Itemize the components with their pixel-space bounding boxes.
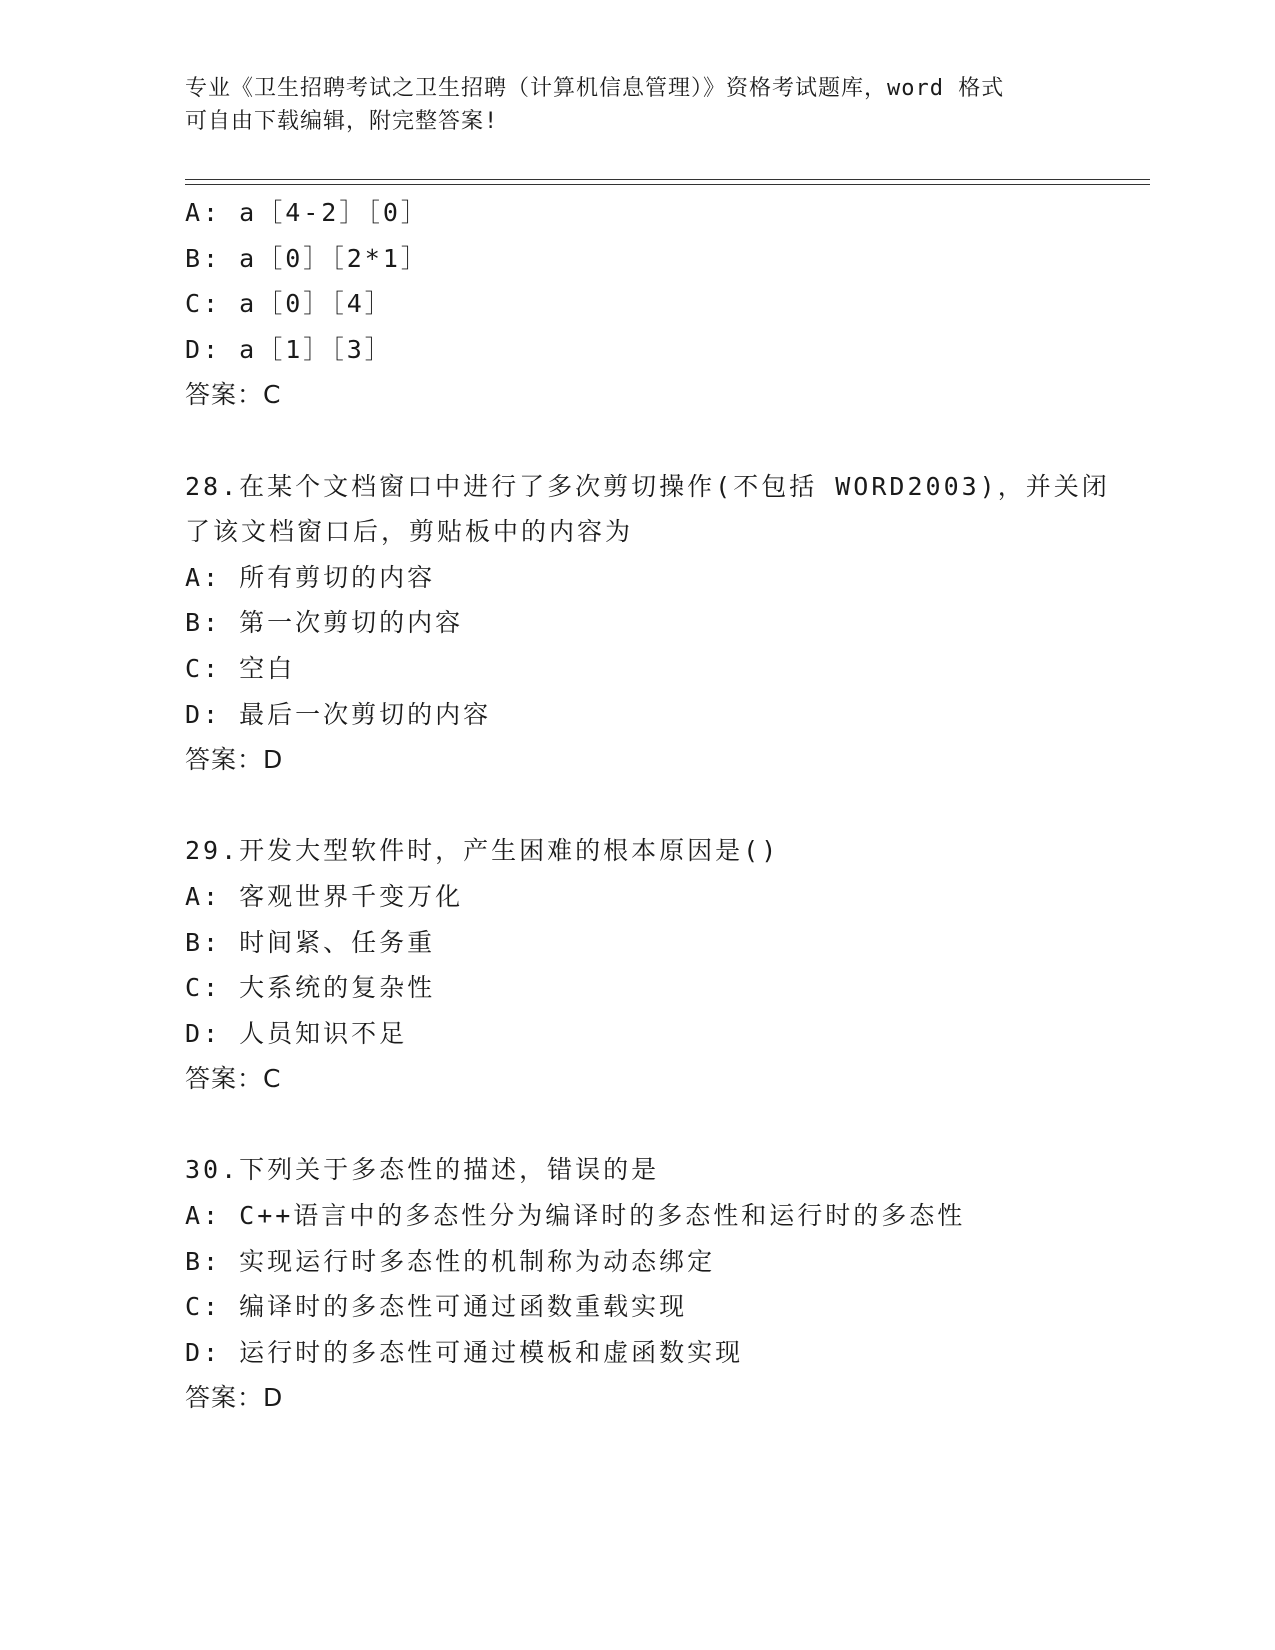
option-d: D: 最后一次剪切的内容 [185,699,492,729]
option-d: D: a［1］［3］ [185,334,393,364]
option-a: A: a［4-2］［0］ [185,198,429,227]
header-title-line-1: 专业《卫生招聘考试之卫生招聘（计算机信息管理）》资格考试题库，word 格式 [185,76,1005,101]
answer: 答案：D [185,745,284,775]
question-29 [185,828,1145,1102]
option-a: A: 客观世界千变万化 [185,881,464,911]
option-d: D: 运行时的多态性可通过模板和虚函数实现 [185,1337,744,1367]
option-b: B: 时间紧、任务重 [185,927,436,957]
answer: 答案：C [185,380,282,410]
question-stem: 30.下列关于多态性的描述，错误的是 [185,1155,660,1185]
question-stem-line-2: 了该文档窗口后，剪贴板中的内容为 [185,517,634,547]
option-b: B: a［0］［2*1］ [185,243,429,273]
spacer [185,783,1145,829]
option-b: B: 实现运行时多态性的机制称为动态绑定 [185,1246,716,1276]
header-divider-top [185,179,1150,180]
option-c: C: 空白 [185,653,296,683]
option-a: A: C++语言中的多态性分为编译时的多态性和运行时的多态性 [185,1201,966,1231]
question-27 [185,190,1145,418]
question-28 [185,464,1145,783]
option-c: C: 大系统的复杂性 [185,973,436,1003]
option-b: B: 第一次剪切的内容 [185,608,464,638]
question-30 [185,1147,1145,1421]
spacer [185,418,1145,464]
document-header [185,72,1085,138]
header-divider-bottom [185,184,1150,185]
question-stem: 29.开发大型软件时，产生困难的根本原因是() [185,836,780,866]
option-c: C: 编译时的多态性可通过函数重载实现 [185,1292,688,1322]
option-a: A: 所有剪切的内容 [185,562,436,592]
header-title-line-2: 可自由下载编辑，附完整答案! [185,109,499,134]
question-list [185,190,1145,1421]
option-d: D: 人员知识不足 [185,1018,408,1048]
option-c: C: a［0］［4］ [185,289,393,319]
spacer [185,1102,1145,1148]
answer: 答案：D [185,1383,284,1413]
answer: 答案：C [185,1064,282,1094]
question-stem-line-1: 28.在某个文档窗口中进行了多次剪切操作(不包括 WORD2003)，并关闭 [185,471,1110,501]
